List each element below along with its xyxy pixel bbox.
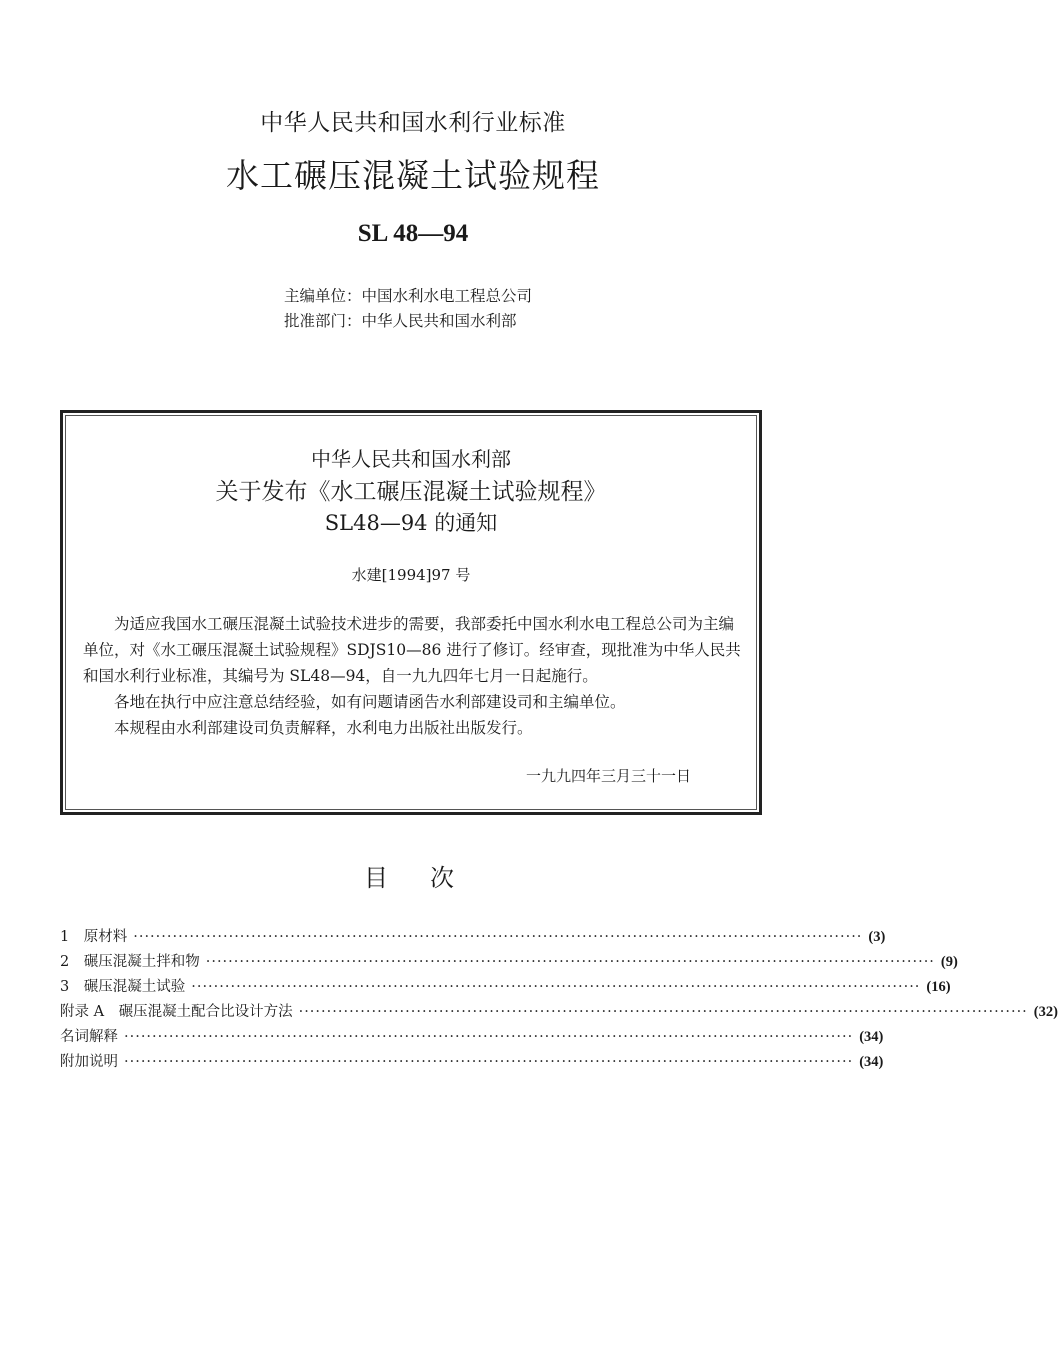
toc-leader-dots: ·································································································································· [124, 1054, 854, 1070]
notice-issuer: 中华人民共和国水利部 [311, 447, 511, 471]
toc-item[interactable] [60, 1000, 1058, 1025]
notice-box [60, 410, 762, 815]
toc-leader-dots: ·································································································································· [191, 979, 921, 995]
notice-number: 水建[1994]97 号 [351, 566, 471, 584]
toc-item-label: 附加说明 [60, 1054, 118, 1070]
standard-code: SL 48—94 [357, 220, 469, 247]
toc-item-label: 名词解释 [60, 1029, 118, 1045]
toc-title: 目次 [364, 864, 496, 892]
toc-leader-dots: ·································································································································· [298, 1004, 1028, 1020]
toc-item[interactable] [60, 1025, 884, 1050]
table-of-contents [60, 925, 1058, 1075]
toc-item-label: 附录 A 碾压混凝土配合比设计方法 [60, 1004, 293, 1020]
approval-department: 批准部门：中华人民共和国水利部 [284, 312, 517, 330]
standard-category: 中华人民共和国水利行业标准 [260, 110, 566, 136]
toc-item-page: (34) [859, 1054, 884, 1070]
notice-title: 关于发布《水工碾压混凝土试验规程》 [215, 479, 607, 505]
document-title: 水工碾压混凝土试验规程 [226, 156, 600, 195]
toc-item[interactable] [60, 975, 951, 1000]
notice-paragraph: 各地在执行中应注意总结经验，如有问题请函告水利部建设司和主编单位。 [114, 693, 626, 711]
notice-subtitle: SL48—94 的通知 [324, 511, 498, 535]
toc-item[interactable] [60, 1050, 884, 1075]
toc-item-page: (3) [868, 929, 886, 945]
toc-item-page: (9) [940, 954, 958, 970]
toc-item-label: 3 碾压混凝土试验 [60, 979, 186, 995]
notice-body [83, 611, 747, 741]
notice-paragraph: 为适应我国水工碾压混凝土试验技术进步的需要，我部委托中国水利水电工程总公司为主编单位，对《水工碾压混凝土试验规程》SDJS10—86 进行了修订。经审查，现批准为中华人民共和国水利行业标准，其编号为 SL48—94，自一九九四年七月一日起施行。 [83, 615, 741, 685]
toc-item[interactable] [60, 950, 958, 975]
toc-leader-dots: ·································································································································· [124, 1029, 854, 1045]
toc-item-page: (32) [1033, 1004, 1058, 1020]
toc-item-label: 1 原材料 [60, 929, 128, 945]
notice-date: 一九九四年三月三十一日 [526, 767, 692, 785]
toc-item-label: 2 碾压混凝土拌和物 [60, 954, 200, 970]
toc-leader-dots: ·································································································································· [205, 954, 935, 970]
toc-item[interactable] [60, 925, 886, 950]
toc-leader-dots: ·································································································································· [133, 929, 863, 945]
toc-item-page: (34) [859, 1029, 884, 1045]
editor-unit: 主编单位：中国水利水电工程总公司 [284, 287, 533, 305]
toc-item-page: (16) [926, 979, 951, 995]
notice-paragraph: 本规程由水利部建设司负责解释，水利电力出版社出版发行。 [114, 719, 533, 737]
